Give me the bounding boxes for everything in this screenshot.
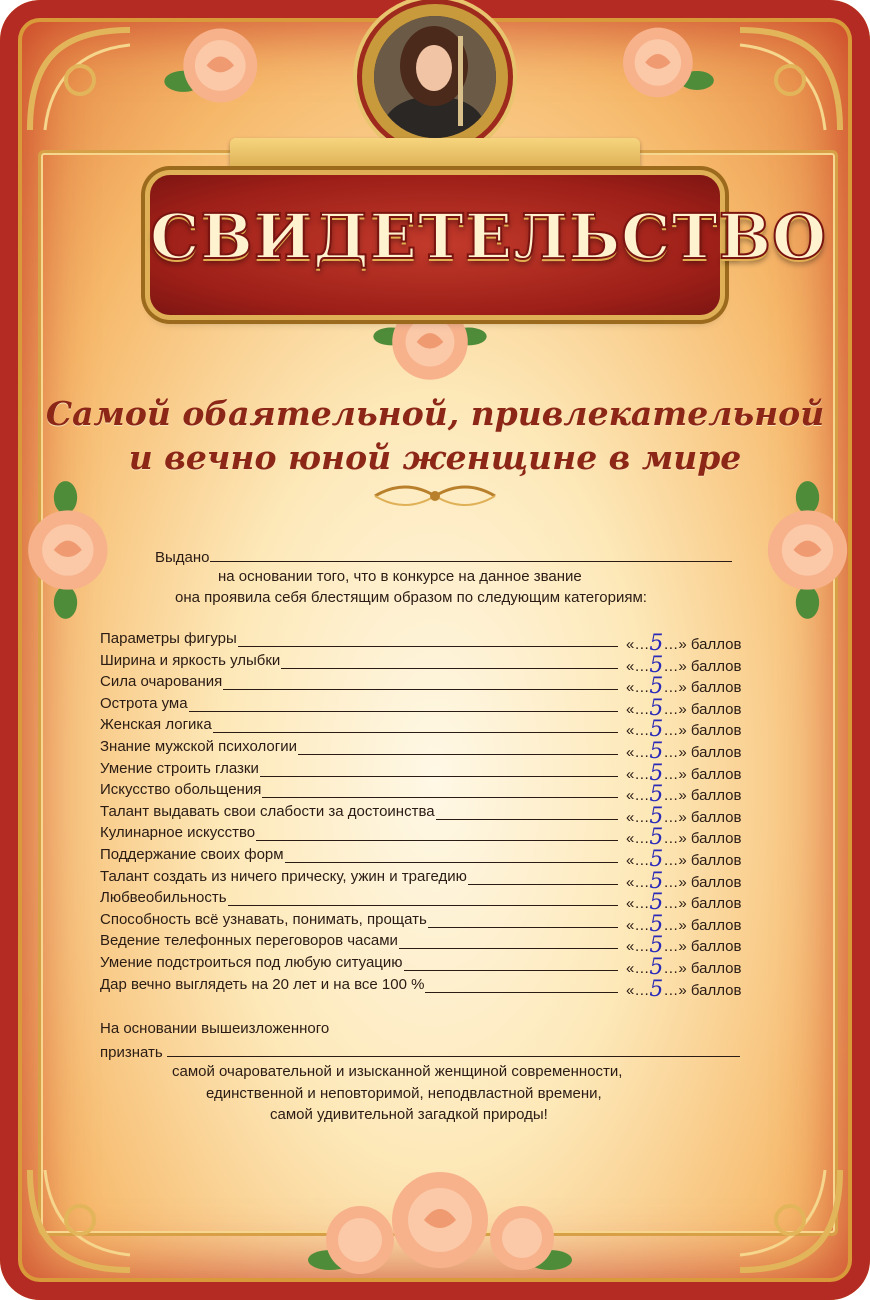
- category-fill-line: [468, 884, 618, 885]
- score-close: …» баллов: [663, 657, 742, 675]
- category-fill-line: [189, 711, 618, 712]
- category-row: [100, 716, 780, 743]
- category-fill-line: [428, 927, 618, 928]
- category-row: [100, 802, 780, 829]
- category-row: [100, 867, 780, 894]
- category-fill-line: [256, 840, 618, 841]
- score-close: …» баллов: [663, 852, 742, 869]
- category-label: Кулинарное искусство: [100, 824, 256, 842]
- subtitle-line-1: Самой обаятельной, привлекательной: [45, 394, 825, 433]
- score-value: 5: [649, 652, 664, 678]
- score-value: 5: [649, 674, 664, 700]
- category-fill-line: [285, 862, 618, 863]
- score-value: 5: [649, 976, 664, 1002]
- score-value: 5: [649, 739, 664, 764]
- score-value: 5: [649, 631, 664, 656]
- category-row: [100, 889, 780, 916]
- category-fill-line: [425, 992, 618, 993]
- score-value: 5: [649, 847, 664, 872]
- score-open: «…: [626, 679, 650, 697]
- score-value: 5: [649, 911, 664, 937]
- score-value: 5: [649, 890, 664, 916]
- category-row: [100, 738, 780, 764]
- score-open: «…: [626, 895, 650, 913]
- photo-medallion: [362, 4, 508, 150]
- score-value: 5: [649, 695, 664, 721]
- category-row: [100, 694, 780, 721]
- subtitle-line-2: и вечно юной женщине в мире: [128, 438, 742, 477]
- category-fill-line: [298, 754, 618, 755]
- gold-scroll-ornament-icon: [370, 478, 500, 514]
- score-close: …» баллов: [663, 636, 742, 653]
- score-open: «…: [626, 981, 650, 999]
- certificate-title: СВИДЕТЕЛЬСТВО: [150, 200, 827, 273]
- category-label: Сила очарования: [100, 673, 223, 691]
- score-close: …» баллов: [663, 960, 742, 977]
- basis-line-1: на основании того, что в конкурсе на данное звание: [218, 568, 582, 585]
- score-close: …» баллов: [663, 830, 742, 848]
- closing-line-2: единственной и неповторимой, неподвластной времени,: [206, 1085, 602, 1102]
- conclusion-label: признать: [100, 1044, 163, 1061]
- category-fill-line: [404, 970, 618, 971]
- rose-icon: [300, 1150, 580, 1290]
- closing-line-3: самой удивительной загадкой природы!: [270, 1106, 548, 1123]
- score-open: «…: [626, 960, 650, 977]
- score-value: 5: [649, 760, 664, 786]
- category-fill-line: [436, 819, 618, 820]
- score-value: 5: [649, 782, 664, 808]
- score-open: «…: [626, 657, 650, 675]
- score-value: 5: [649, 868, 664, 894]
- score-value: 5: [649, 933, 664, 959]
- category-label: Ширина и яркость улыбки: [100, 651, 281, 669]
- category-fill-line: [223, 689, 618, 690]
- rose-icon: [760, 480, 855, 620]
- category-fill-line: [238, 646, 618, 647]
- category-score: [626, 976, 741, 1001]
- score-value: 5: [649, 803, 664, 829]
- rose-icon: [160, 18, 270, 113]
- score-open: «…: [626, 765, 650, 783]
- category-row: [100, 846, 780, 872]
- category-row: [100, 630, 780, 656]
- category-row: [100, 910, 780, 937]
- score-open: «…: [626, 787, 650, 805]
- category-label: Женская логика: [100, 716, 212, 734]
- category-label: Искусство обольщения: [100, 781, 262, 799]
- score-close: …» баллов: [663, 981, 742, 999]
- score-close: …» баллов: [663, 808, 742, 826]
- score-open: «…: [626, 700, 650, 718]
- category-label: Ведение телефонных переговоров часами: [100, 932, 398, 950]
- category-row: [100, 932, 780, 959]
- score-open: «…: [626, 916, 650, 934]
- score-close: …» баллов: [663, 679, 742, 697]
- category-label: Знание мужской психологии: [100, 738, 297, 755]
- score-close: …» баллов: [663, 700, 742, 718]
- category-fill-line: [262, 797, 618, 798]
- score-open: «…: [626, 830, 650, 848]
- category-label: Способность всё узнавать, понимать, прощать: [100, 910, 427, 928]
- score-open: «…: [626, 636, 650, 653]
- category-row: [100, 673, 780, 700]
- score-close: …» баллов: [663, 873, 742, 891]
- score-close: …» баллов: [663, 722, 742, 740]
- category-label: Умение строить глазки: [100, 759, 259, 777]
- score-value: 5: [649, 717, 664, 743]
- category-row: [100, 975, 780, 1002]
- score-close: …» баллов: [663, 895, 742, 913]
- category-label: Талант создать из ничего прическу, ужин и трагедию: [100, 867, 467, 885]
- gold-scroll-ornament-icon: [20, 1160, 140, 1280]
- gold-scroll-ornament-icon: [20, 20, 140, 140]
- score-close: …» баллов: [663, 765, 742, 783]
- category-row: [100, 781, 780, 808]
- score-close: …» баллов: [663, 916, 742, 934]
- conclusion-line-1: На основании вышеизложенного: [100, 1020, 330, 1037]
- category-row: [100, 824, 780, 851]
- category-label: Параметры фигуры: [100, 630, 237, 647]
- category-row: [100, 651, 780, 678]
- category-label: Умение подстроиться под любую ситуацию: [100, 954, 403, 971]
- category-fill-line: [399, 948, 618, 949]
- score-open: «…: [626, 938, 650, 956]
- basis-line-2: она проявила себя блестящим образом по следующим категориям:: [175, 589, 647, 606]
- gold-scroll-ornament-icon: [730, 1160, 850, 1280]
- rose-icon: [18, 480, 113, 620]
- category-label: Любвеобильность: [100, 889, 227, 907]
- score-open: «…: [626, 744, 650, 761]
- category-fill-line: [213, 732, 618, 733]
- category-label: Острота ума: [100, 694, 188, 712]
- conclusion-line-2: [100, 1042, 740, 1061]
- score-close: …» баллов: [663, 938, 742, 956]
- portrait-photo: [374, 16, 496, 138]
- score-open: «…: [626, 873, 650, 891]
- score-value: 5: [649, 955, 664, 980]
- score-open: «…: [626, 852, 650, 869]
- closing-line-1: самой очаровательной и изысканной женщиной современности,: [172, 1063, 623, 1080]
- issued-name-blank: [210, 547, 732, 562]
- recipient-blank: [167, 1042, 740, 1057]
- score-value: 5: [649, 825, 664, 851]
- score-close: …» баллов: [663, 787, 742, 805]
- rose-icon: [605, 15, 715, 110]
- score-open: «…: [626, 808, 650, 826]
- issued-label: Выдано: [155, 549, 210, 566]
- category-label: Поддержание своих форм: [100, 846, 284, 863]
- category-row: [100, 759, 780, 786]
- score-open: «…: [626, 722, 650, 740]
- category-fill-line: [281, 668, 618, 669]
- category-fill-line: [228, 905, 618, 906]
- category-label: Дар вечно выглядеть на 20 лет и на все 100 %: [100, 975, 425, 993]
- category-fill-line: [260, 776, 618, 777]
- score-close: …» баллов: [663, 744, 742, 761]
- gold-scroll-ornament-icon: [730, 20, 850, 140]
- category-label: Талант выдавать свои слабости за достоинства: [100, 802, 435, 820]
- category-row: [100, 954, 780, 980]
- issued-line: [155, 547, 732, 566]
